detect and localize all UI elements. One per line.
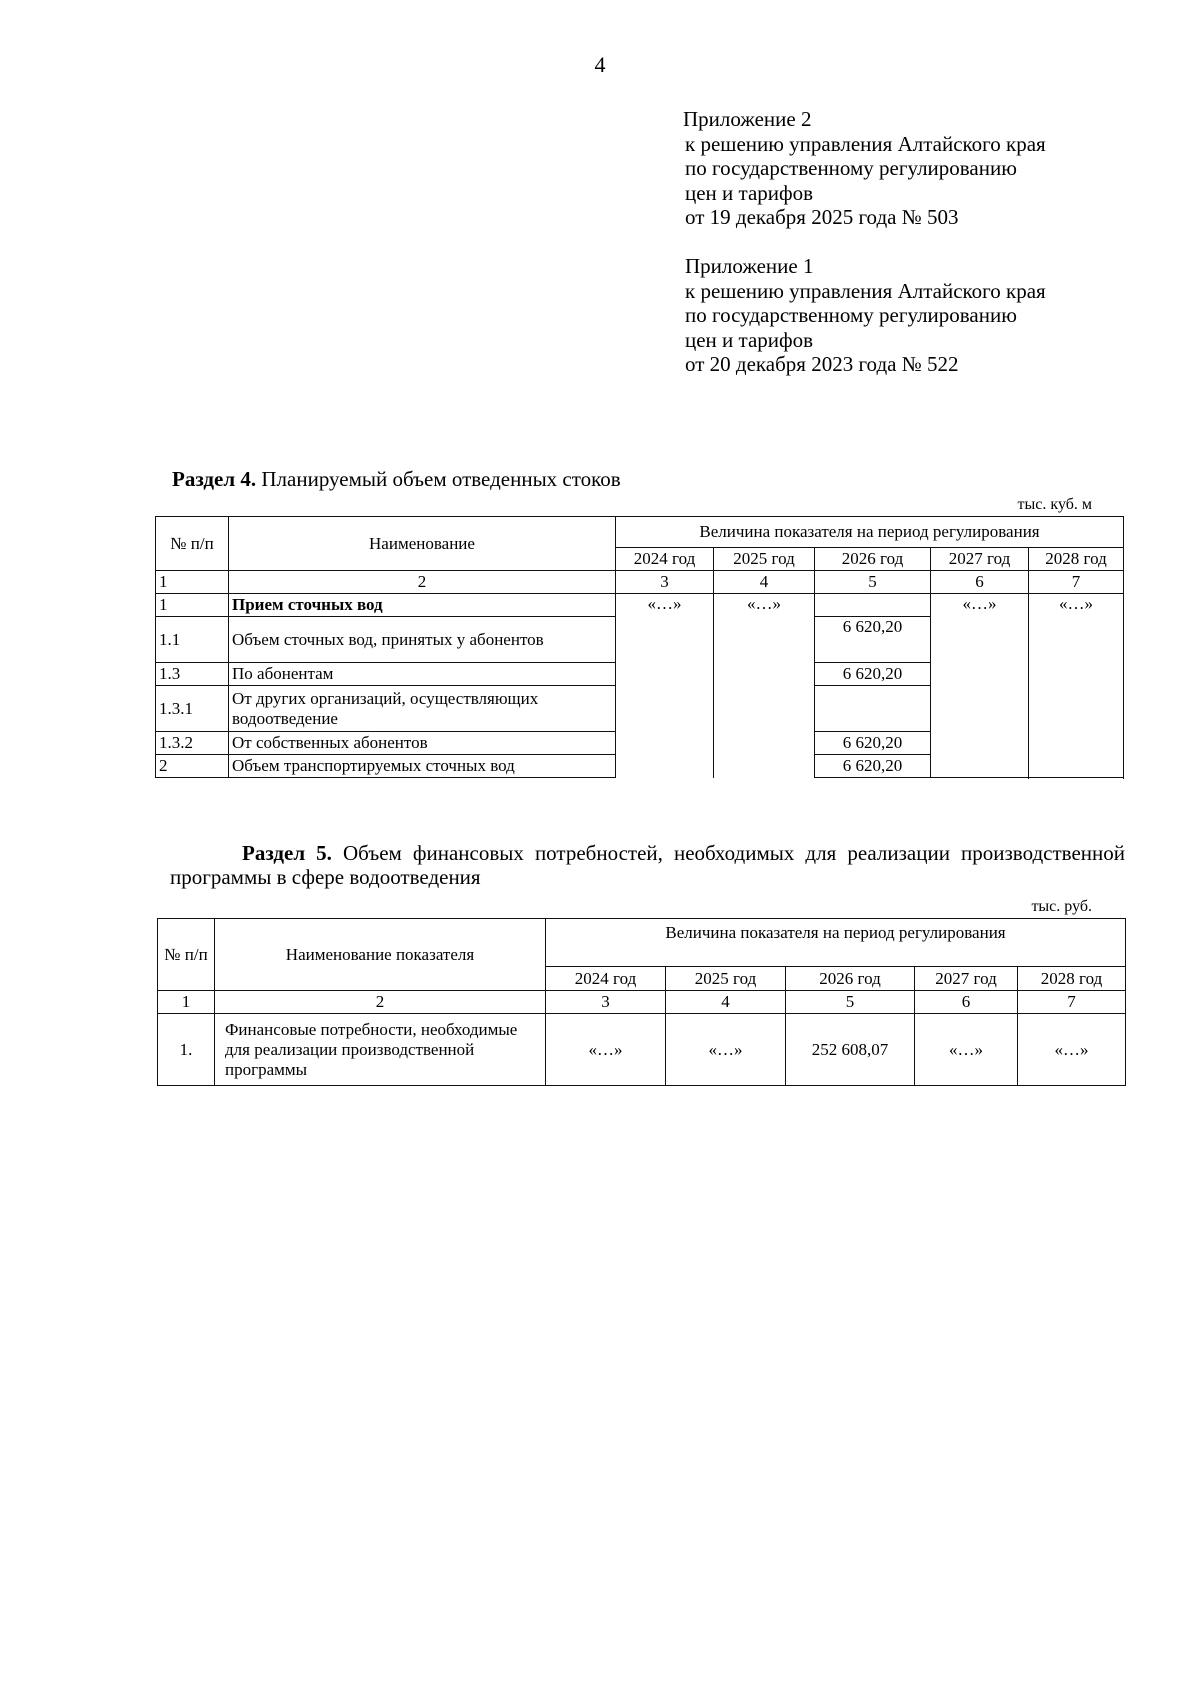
section-4-heading: [172, 467, 621, 492]
cell-2026: 6 620,20: [815, 732, 931, 755]
appendix-1-line: от 20 декабря 2023 года № 522: [685, 352, 959, 376]
header-name: Наименование: [229, 517, 616, 571]
header-name: Наименование показателя: [215, 919, 546, 991]
row-name: Объем транспортируемых сточных вод: [229, 755, 616, 778]
section-4-table: [155, 516, 1124, 778]
section-4-label: Раздел 4.: [172, 467, 257, 491]
cell-2026: 252 608,07: [786, 1014, 915, 1086]
col-number: 5: [786, 991, 915, 1014]
cell-2026: [815, 686, 931, 732]
col-number: 3: [546, 991, 666, 1014]
header-year: 2025 год: [666, 967, 786, 991]
section-5-title: Объем финансовых потребностей, необходимых для реализации производственной программы в сфере водоотведения: [170, 841, 1125, 889]
header-num: № п/п: [156, 517, 229, 571]
cell-2025: «…»: [714, 594, 815, 778]
col-number: 6: [915, 991, 1018, 1014]
appendix-1-block: [685, 254, 1046, 377]
section-5-label: Раздел 5.: [242, 841, 332, 865]
appendix-2-line: по государственному регулированию: [685, 156, 1017, 180]
cell-2024: «…»: [546, 1014, 666, 1086]
section-5-unit: тыс. руб.: [1031, 898, 1092, 915]
row-num: 1: [156, 594, 229, 617]
col-number: 1: [158, 991, 215, 1014]
header-num: № п/п: [158, 919, 215, 991]
col-number: 1: [156, 571, 229, 594]
table-row: [156, 594, 1124, 617]
row-num: 1.3: [156, 663, 229, 686]
col-number: 5: [815, 571, 931, 594]
cell-2026: 6 620,20: [815, 617, 931, 663]
header-year: 2025 год: [714, 548, 815, 571]
appendix-1-title: Приложение 1: [685, 254, 814, 278]
cell-2025: «…»: [666, 1014, 786, 1086]
col-number: 2: [215, 991, 546, 1014]
row-num: 1.3.2: [156, 732, 229, 755]
appendix-2-line: от 19 декабря 2025 года № 503: [685, 205, 959, 229]
cell-2028: «…»: [1018, 1014, 1126, 1086]
row-name: От других организаций, осуществляющих водоотведение: [229, 686, 616, 732]
cell-2026: 6 620,20: [815, 663, 931, 686]
header-year: 2027 год: [931, 548, 1029, 571]
col-number: 2: [229, 571, 616, 594]
row-num: 1.: [158, 1014, 215, 1086]
appendix-2-line: к решению управления Алтайского края: [685, 131, 1046, 156]
col-number: 3: [616, 571, 714, 594]
appendix-2-line: цен и тарифов: [685, 180, 814, 205]
col-number: 4: [666, 991, 786, 1014]
section-5-table: [157, 918, 1126, 1086]
section-4-unit: тыс. куб. м: [1017, 496, 1092, 513]
page-number: 4: [594, 52, 606, 77]
row-name: Финансовые потребности, необходимые для реализации производственной программы: [215, 1014, 546, 1086]
row-name: Объем сточных вод, принятых у абонентов: [229, 617, 616, 663]
row-num: 1.1: [156, 617, 229, 663]
appendix-2-block: [683, 107, 1046, 230]
col-number: 7: [1018, 991, 1126, 1014]
col-number: 7: [1029, 571, 1124, 594]
row-num: 2: [156, 755, 229, 778]
cell-2027: «…»: [915, 1014, 1018, 1086]
table-row: [158, 1014, 1126, 1086]
appendix-1-line: к решению управления Алтайского края: [685, 278, 1046, 303]
cell-2024: «…»: [616, 594, 714, 778]
cell-2028: «…»: [1029, 594, 1124, 778]
appendix-1-line: цен и тарифов: [685, 327, 814, 352]
header-year: 2024 год: [616, 548, 714, 571]
section-4-title: Планируемый объем отведенных стоков: [261, 467, 621, 491]
header-year: 2026 год: [815, 548, 931, 571]
header-year: 2024 год: [546, 967, 666, 991]
header-period: Величина показателя на период регулирования: [616, 517, 1124, 548]
header-year: 2028 год: [1018, 967, 1126, 991]
cell-2027: «…»: [931, 594, 1029, 778]
cell-2026: 6 620,20: [815, 755, 931, 778]
appendix-1-line: по государственному регулированию: [685, 303, 1017, 327]
row-name: По абонентам: [229, 663, 616, 686]
appendix-2-title: Приложение 2: [683, 107, 812, 131]
header-year: 2027 год: [915, 967, 1018, 991]
section-5-heading: [170, 841, 1125, 889]
header-year: 2028 год: [1029, 548, 1124, 571]
row-name: От собственных абонентов: [229, 732, 616, 755]
cell-2026: [815, 594, 931, 617]
row-num: 1.3.1: [156, 686, 229, 732]
col-number: 6: [931, 571, 1029, 594]
col-number: 4: [714, 571, 815, 594]
row-name: Прием сточных вод: [229, 594, 616, 617]
header-year: 2026 год: [786, 967, 915, 991]
header-period: Величина показателя на период регулирования: [546, 919, 1126, 967]
